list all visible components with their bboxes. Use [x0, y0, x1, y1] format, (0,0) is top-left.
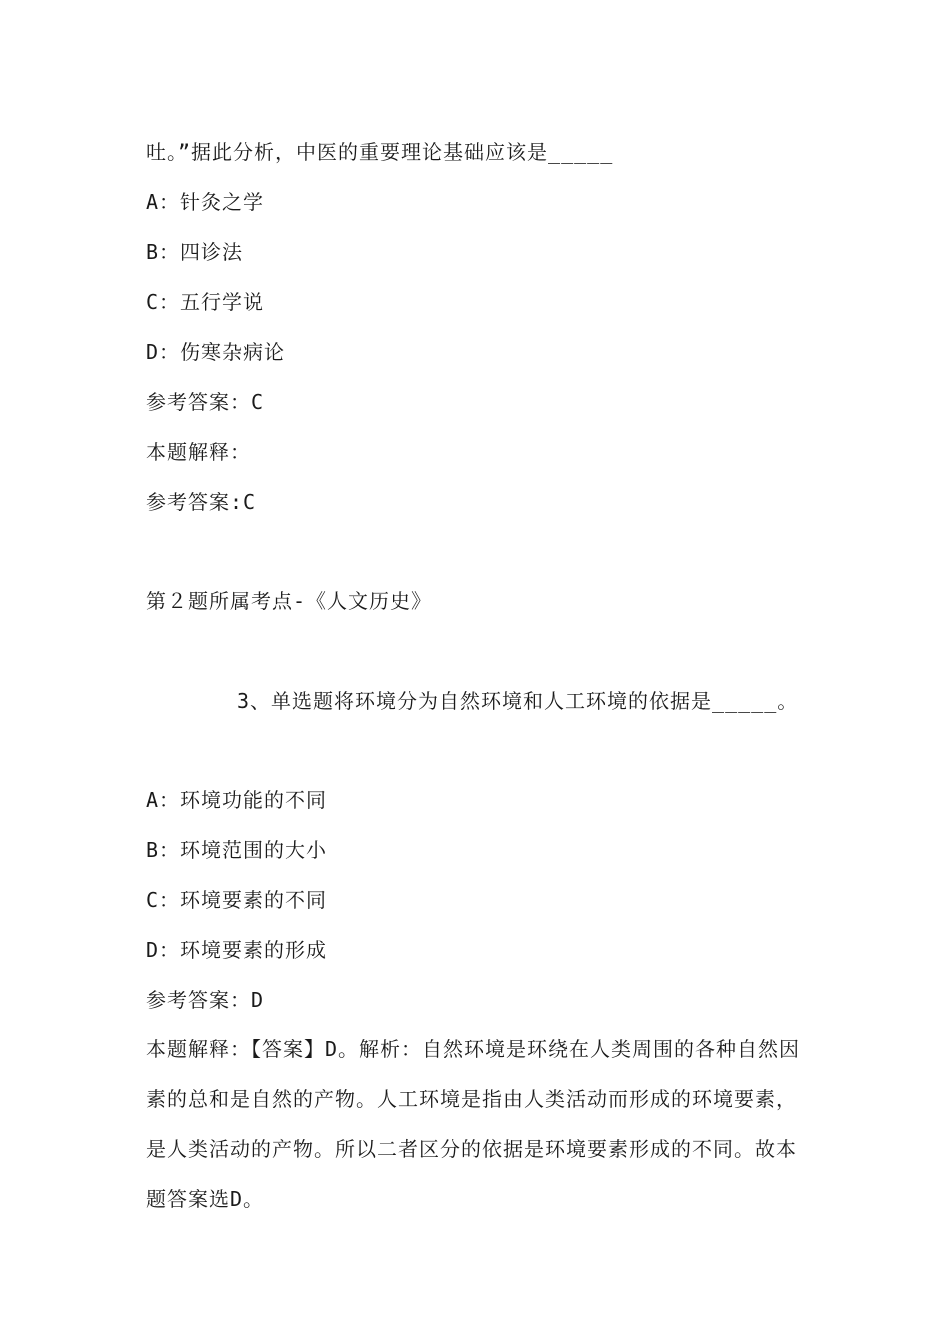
question-3-option-a: A：环境功能的不同	[146, 788, 328, 812]
question-3-stem: 3、单选题将环境分为自然环境和人工环境的依据是_____。	[237, 689, 799, 713]
question-1-option-a: A：针灸之学	[146, 190, 265, 214]
question-1-option-d: D：伤寒杂病论	[146, 340, 286, 364]
question-3-option-d: D：环境要素的形成	[146, 938, 328, 962]
question-3-explanation: 本题解释：【答案】D。解析：自然环境是环绕在人类周围的各种自然因素的总和是自然的产物。人工环境是指由人类活动而形成的环境要素，是人类活动的产物。所以二者区分的依据是环境要素形成的不同。故本题答案选D。	[146, 1037, 801, 1211]
question-1-option-b: B：四诊法	[146, 240, 244, 264]
question-3-option-b: B：环境范围的大小	[146, 838, 328, 862]
question-1-stem-tail: 吐。”据此分析，中医的重要理论基础应该是_____	[146, 140, 614, 164]
question-3-answer: 参考答案：D	[146, 988, 265, 1012]
question-3-option-c: C：环境要素的不同	[146, 888, 328, 912]
question-1-explanation-answer: 参考答案:C	[146, 490, 257, 514]
question-1-option-c: C：五行学说	[146, 290, 265, 314]
question-1-explanation-label: 本题解释：	[146, 440, 251, 464]
question-1-answer: 参考答案：C	[146, 390, 265, 414]
section-label: 第２题所属考点-《人文历史》	[146, 589, 433, 613]
